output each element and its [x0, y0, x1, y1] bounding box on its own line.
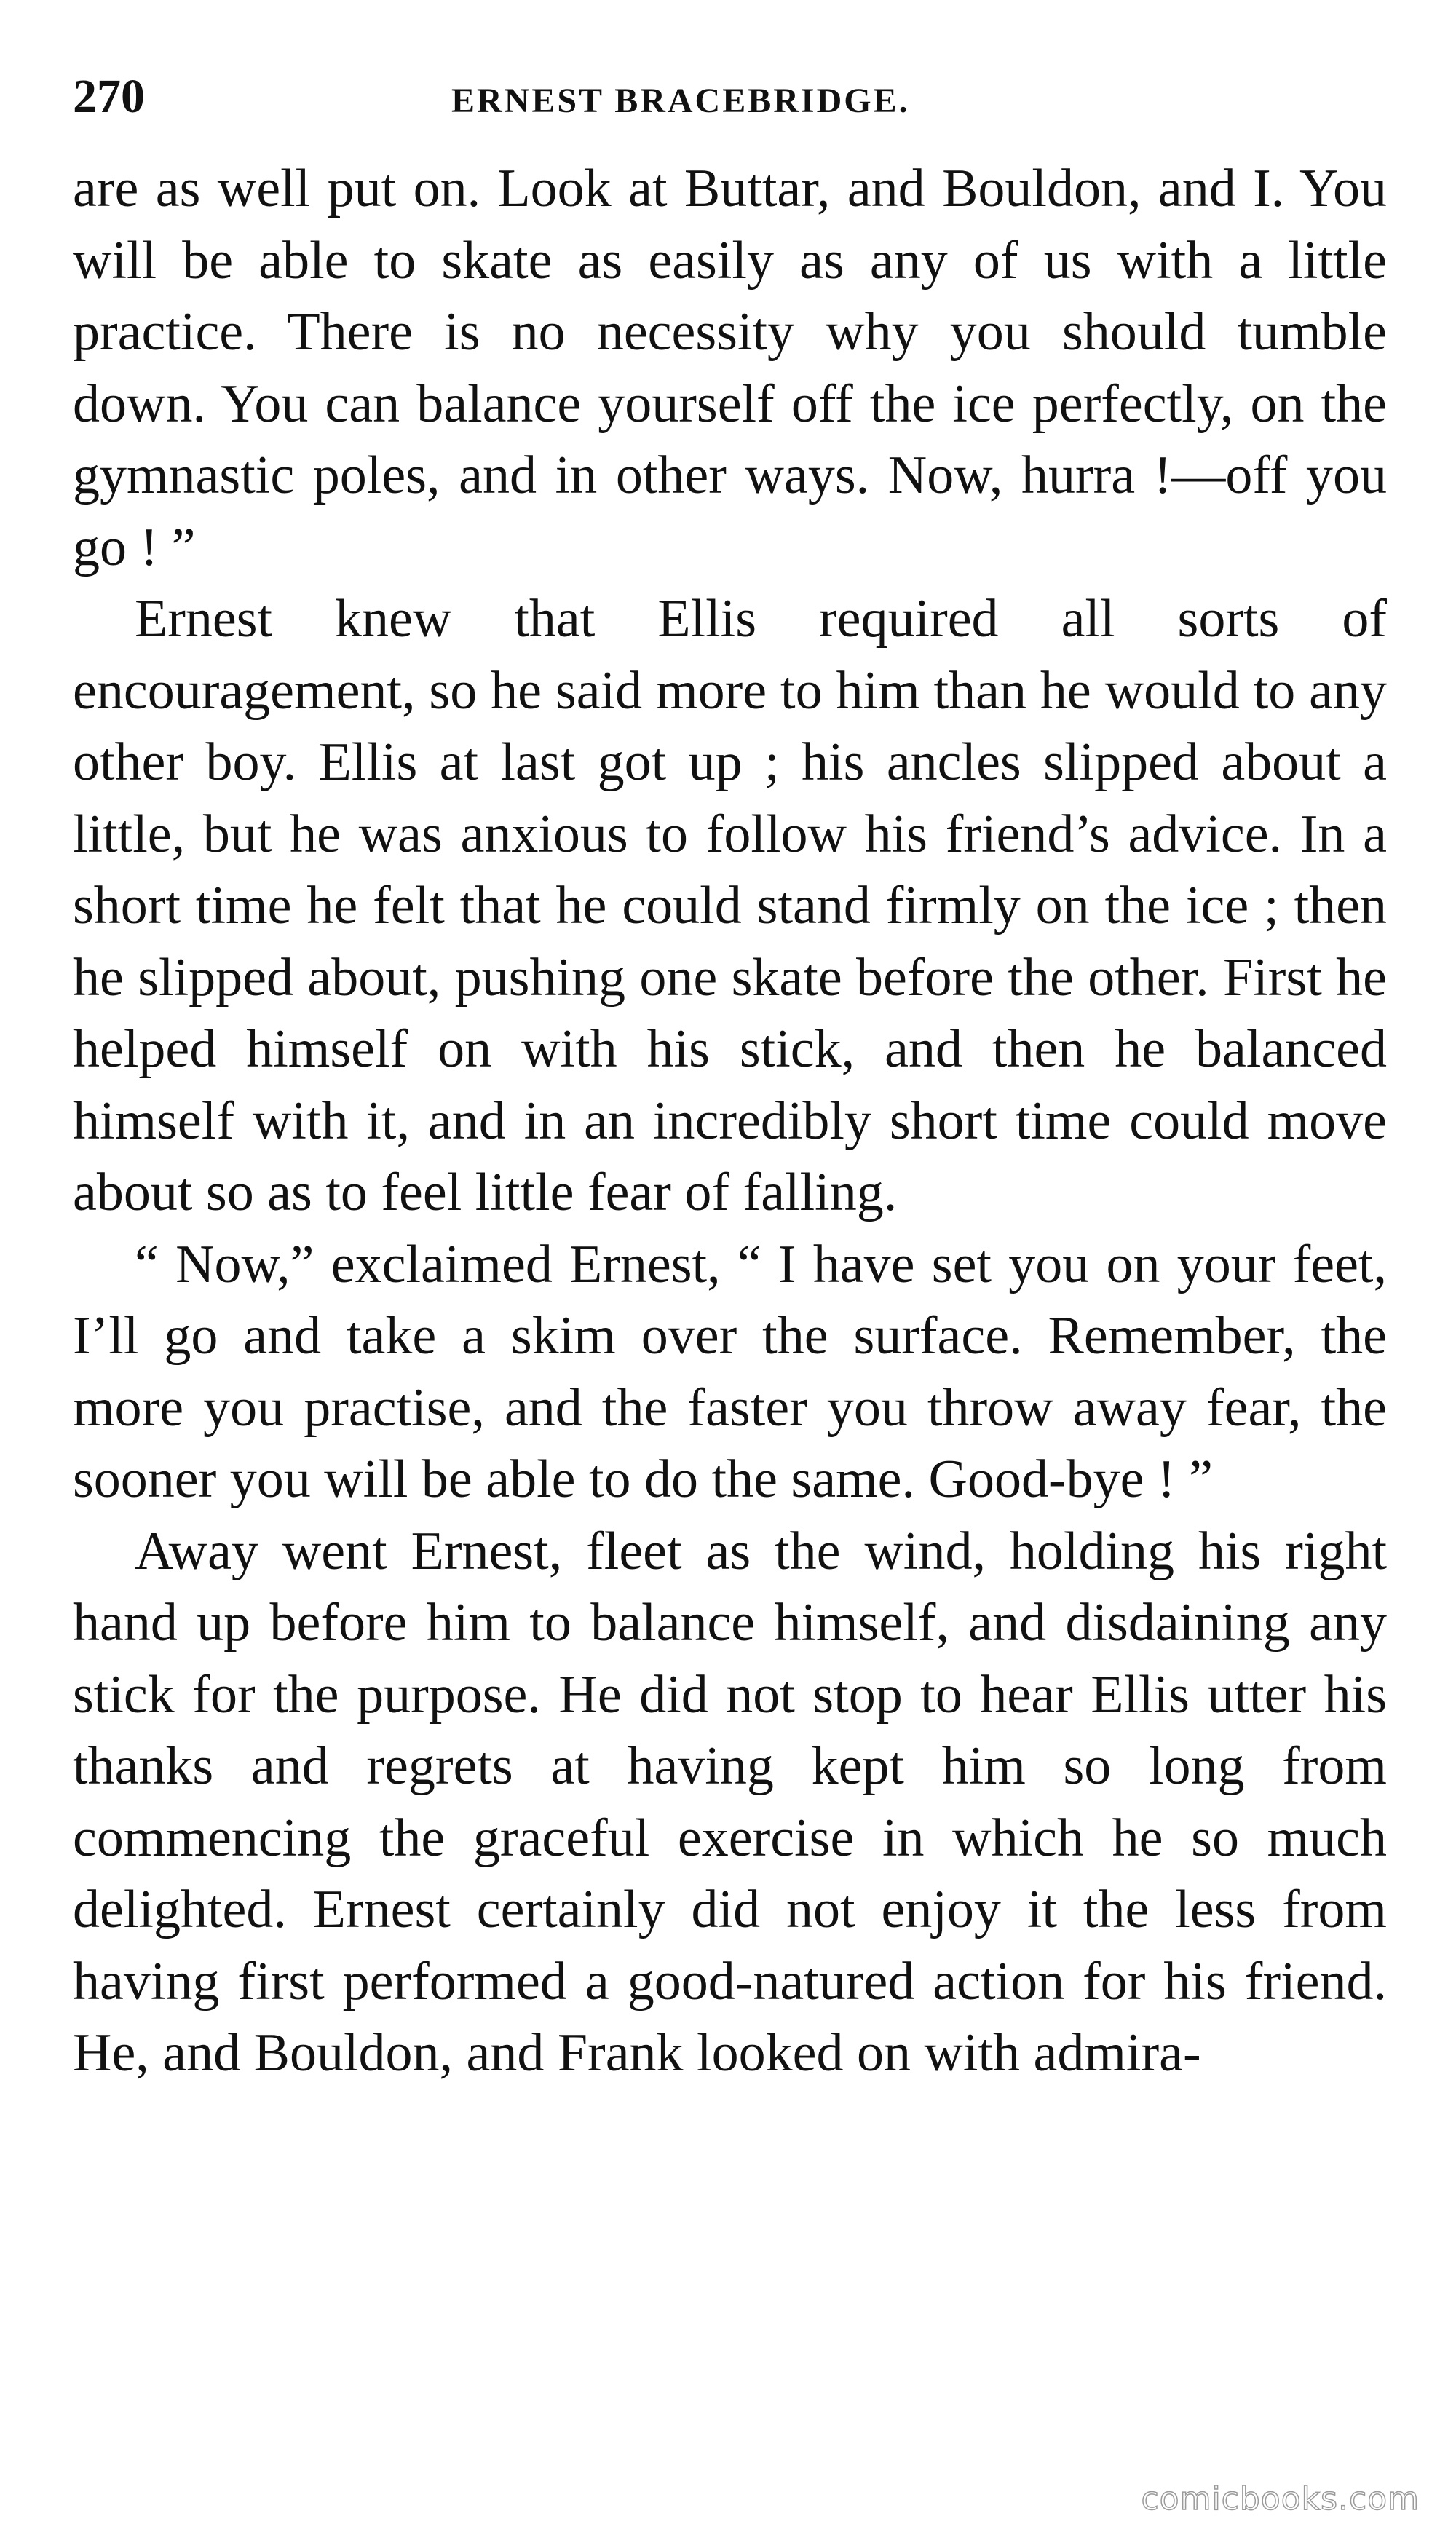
paragraph-3: “ Now,” exclaimed Ernest, “ I have set you on your feet, I’ll go and take a skim over the surface. Remember, the more you practise, and the faster you throw away fear, the sooner you will be able to do the same. Good-bye ! ” — [73, 1234, 1387, 1509]
body-text — [73, 153, 1387, 2089]
watermark: comicbooks.com — [1141, 2480, 1420, 2517]
running-head — [73, 58, 1387, 138]
paragraph-2: Ernest knew that Ellis required all sorts of encouragement, so he said more to him than he would to any other boy. Ellis at last got up ; his ancles slipped about a little, but he was anxious to follow his friend’s advice. In a short time he felt that he could stand firmly on the ice ; then he slipped about, pushing one skate before the other. First he helped himself on with his stick, and then he balanced himself with it, and in an incredibly short time could move about so as to feel little fear of falling. — [73, 589, 1387, 1222]
paragraph-1: are as well put on. Look at Buttar, and Bouldon, and I. You will be able to skate as easily as any of us with a little practice. There is no necessity why you should tumble down. You can balance yourself off the ice perfectly, on the gymnastic poles, and in other ways. Now, hurra !—off you go ! ” — [73, 159, 1387, 577]
book-page — [73, 58, 1387, 2089]
page-number: 270 — [73, 70, 145, 123]
paragraph-4: Away went Ernest, fleet as the wind, holding his right hand up before him to balance himself, and disdaining any stick for the purpose. He did not stop to hear Ellis utter his thanks and regrets at having kept him so long from commencing the graceful exercise in which he so much delighted. Ernest certainly did not enjoy it the less from having first performed a good-natured action for his friend. He, and Bouldon, and Frank looked on with admira- — [73, 1521, 1387, 2083]
running-title: ERNEST BRACEBRIDGE. — [451, 82, 910, 120]
